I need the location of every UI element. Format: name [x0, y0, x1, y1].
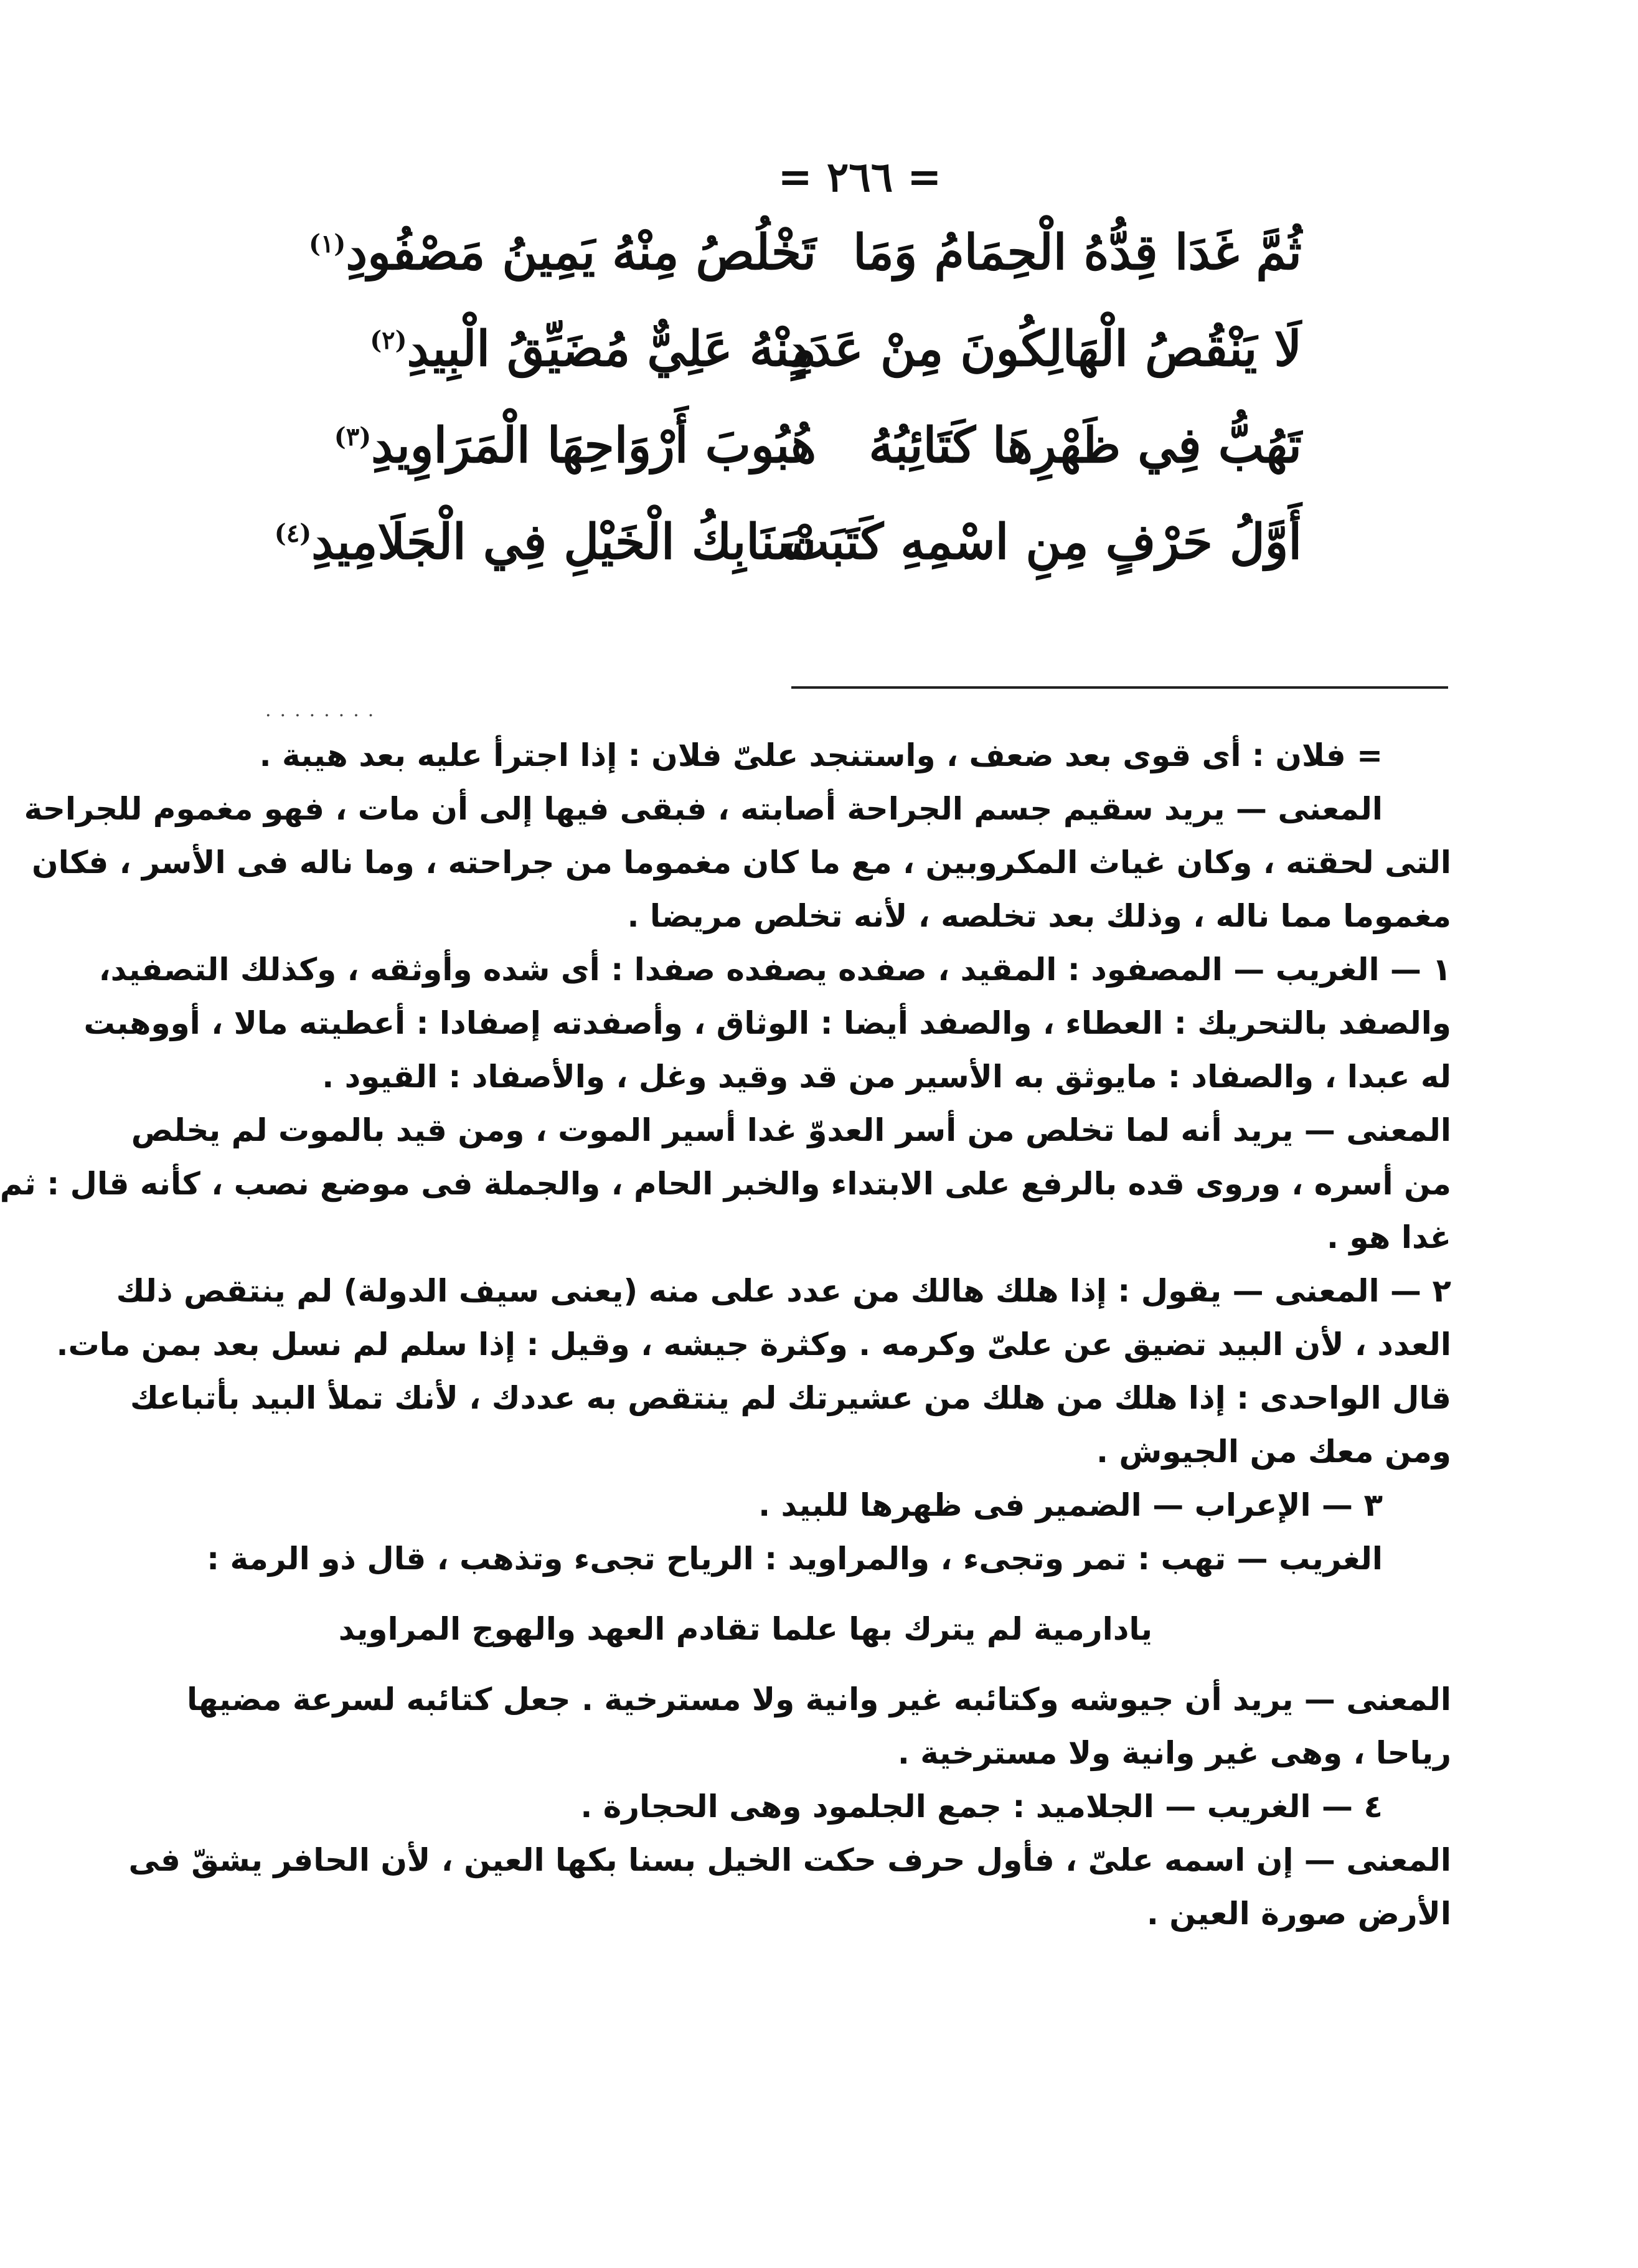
note-line: والصفد بالتحريك : العطاء ، والصفد أيضا : الوثاق ، وأصفدته إصفادا : أعطيته مالا ، أووهبت: [83, 1005, 1451, 1041]
footnote-marker-4: (٤): [274, 519, 312, 548]
note-line: له عبدا ، والصفاد : مايوثق به الأسير من قد وقيد وغل ، والأصفاد : القيود .: [322, 1059, 1451, 1095]
verse-1-first-hemistich: ثُمَّ غَدَا قِدُّهُ الْحِمَامُ وَمَا: [853, 224, 1302, 281]
note-line: المعنى — يريد أن جيوشه وكتائبه غير وانية ولا مسترخية . جعل كتائبه لسرعة مضيها: [187, 1681, 1451, 1718]
note-line: الأرض صورة العين .: [1146, 1896, 1451, 1932]
note-line: التى لحقته ، وكان غياث المكروبين ، مع ما كان مغموما من جراحته ، وما ناله فى الأسر ، فكان: [31, 844, 1451, 881]
footnote-divider: [791, 686, 1448, 689]
verse-3-second-text: هُبُوبَ أَرْوَاحِهَا الْمَرَاوِيدِ: [371, 417, 816, 474]
note-line: المعنى — يريد أنه لما تخلص من أسر العدوّ غدا أسير الموت ، ومن قيد بالموت لم يخلص: [131, 1112, 1451, 1148]
note-line: غدا هو .: [1327, 1219, 1451, 1255]
verse-4: [274, 514, 1302, 610]
footnotes: [0, 729, 1451, 1940]
quoted-verse: يادارمية لم يترك بها علما تقادم العهد والهوج المراويد: [338, 1611, 1152, 1647]
note-line: الغريب — تهب : تمر وتجىء ، والمراويد : الرياح تجىء وتذهب ، قال ذو الرمة :: [207, 1541, 1383, 1577]
verse-3-first-hemistich: تَهُبُّ فِي ظَهْرِهَا كَتَائِبُهُ: [868, 417, 1302, 474]
verse-4-first-hemistich: أَوَّلُ حَرْفٍ مِنِ اسْمِهِ كَتَبَتْ: [783, 514, 1302, 570]
note-line: المعنى — يريد سقيم جسم الجراحة أصابته ، فبقى فيها إلى أن مات ، فهو مغموم للجراحة: [24, 791, 1383, 827]
note-line: قال الواحدى : إذا هلك من هلك من عشيرتك لم ينتقص به عددك ، لأنك تملأ البيد بأتباعك: [130, 1380, 1451, 1416]
footnote-marker-3: (٣): [334, 422, 372, 451]
dotted-leader: ........: [265, 699, 383, 721]
note-line: = فلان : أى قوى بعد ضعف ، واستنجد علىّ فلان : إذا اجترأ عليه بعد هيبة .: [259, 737, 1383, 773]
note-line: ٣ — الإعراب — الضمير فى ظهرها للبيد .: [758, 1487, 1383, 1523]
verse-2-first-hemistich: لَا يَنْقُصُ الْهَالِكُونَ مِنْ عَدَدٍ: [787, 321, 1302, 377]
note-line: ومن معك من الجيوش .: [1096, 1434, 1451, 1470]
verse-1: [308, 224, 1302, 321]
poem-verses: [274, 224, 1302, 610]
verse-2-second-text: مِنْهُ عَلِيٌّ مُضَيِّقُ الْبِيدِ: [407, 321, 816, 377]
verse-4-second-hemistich: [275, 514, 816, 570]
note-line: العدد ، لأن البيد تضيق عن علىّ وكرمه . وكثرة جيشه ، وقيل : إذا سلم لم نسل بعد بمن مات.: [56, 1326, 1451, 1363]
note-line: من أسره ، وروى قده بالرفع على الابتداء والخبر الحام ، والجملة فى موضع نصب ، كأنه قال : ثم: [0, 1166, 1451, 1202]
verse-4-second-text: سَنَابِكُ الْخَيْلِ فِي الْجَلَامِيدِ: [311, 514, 816, 570]
note-line: ٢ — المعنى — يقول : إذا هلك هالك من عدد على منه (يعنى سيف الدولة) لم ينتقص ذلك: [116, 1273, 1451, 1309]
footnote-marker-1: (١): [308, 229, 346, 258]
verse-3-second-hemistich: [334, 417, 816, 474]
note-line: المعنى — إن اسمه علىّ ، فأول حرف حكت الخيل بسنا بكها العين ، لأن الحافر يشقّ فى: [128, 1842, 1451, 1878]
note-line: رياحا ، وهى غير وانية ولا مسترخية .: [897, 1735, 1451, 1771]
verse-3: [334, 417, 1302, 514]
verse-2-second-hemistich: [370, 321, 816, 377]
note-line: ١ — الغريب — المصفود : المقيد ، صفده يصفده صفدا : أى شده وأوثقه ، وكذلك التصفيد،: [98, 952, 1451, 988]
page-number: = ٢٦٦ =: [778, 153, 942, 201]
note-line: ٤ — الغريب — الجلاميد : جمع الجلمود وهى الحجارة .: [580, 1788, 1383, 1825]
footnote-marker-2: (٢): [370, 326, 407, 355]
verse-1-second-text: تَخْلُصُ مِنْهُ يَمِينُ مَصْفُودِ: [346, 224, 816, 281]
verse-2: [370, 321, 1302, 417]
note-line: مغموما مما ناله ، وذلك بعد تخلصه ، لأنه تخلص مريضا .: [627, 898, 1451, 934]
verse-1-second-hemistich: [309, 224, 816, 281]
